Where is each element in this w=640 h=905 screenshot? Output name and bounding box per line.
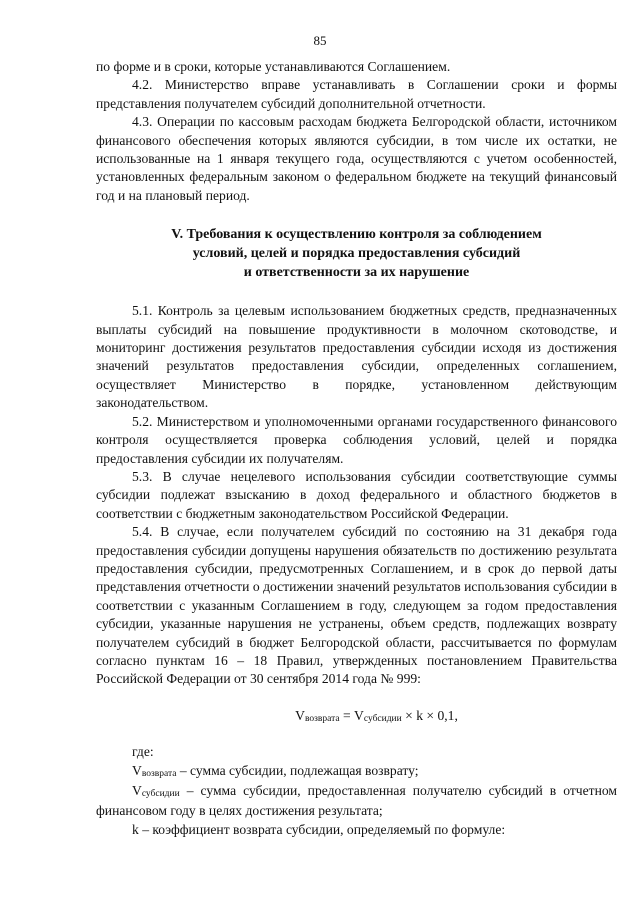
- paragraph-5-3: 5.3. В случае нецелевого использования субсидии соответствующие суммы субсидии подлежат взысканию в доход федерального и областного бюджетов в соответствии с бюджетным законодательством Российской Федерации.: [96, 468, 617, 521]
- definition-k: k – коэффициент возврата субсидии, определяемый по формуле:: [132, 821, 506, 837]
- heading-line-1: V. Требования к осуществлению контроля за соблюдением: [171, 227, 542, 243]
- page-number: 85: [313, 33, 327, 48]
- def2-symbol: V: [132, 783, 142, 798]
- def2-subscript: субсидии: [141, 789, 180, 799]
- formula-sub-subsidy: субсидии: [363, 713, 402, 724]
- def1-subscript: возврата: [141, 768, 177, 779]
- definition-v-return: [96, 762, 617, 782]
- heading-line-3: и ответственности за их нарушение: [243, 265, 470, 281]
- formula-v: V: [295, 707, 305, 723]
- def2-text: – сумма субсидии, предоставленная получателю субсидий в отчетном финансовом году в целях достижения результата;: [96, 783, 617, 819]
- document-body: [96, 58, 617, 839]
- paragraph-4-3: 4.3. Операции по кассовым расходам бюджета Белгородской области, источником финансового обеспечения которых являются субсидии, в том числе их остатки, не использованные на 1 января текущего года, осуществляются с учетом особенностей, установленных федеральным законом о федеральном бюджете на текущий финансовый год и на плановый период.: [96, 114, 617, 203]
- formula-sub-return: возврата: [304, 713, 340, 724]
- formula: [96, 707, 617, 727]
- paragraph-4-2: 4.2. Министерство вправе устанавливать в Соглашении сроки и формы представления получателем субсидий дополнительной отчетности.: [96, 77, 617, 111]
- paragraph-5-4: 5.4. В случае, если получателем субсидий по состоянию на 31 декабря года предоставления субсидии допущены нарушения обязательств по достижению результата предоставления субсидии, предусмотренных Соглашением, и в срок до первой даты представления отчетности о достижении значений результатов использования субсидии в соответствии с указанным Соглашением в году, следующем за годом предоставления субсидии, указанные нарушения не устранены, объем средств, подлежащих возврату получателем субсидий в бюджет Белгородской области, рассчитывается по формулам согласно пунктам 16 – 18 Правил, утвержденных постановлением Правительства Российской Федерации от 30 сентября 2014 года № 999:: [96, 524, 617, 687]
- formula-rest: × k × 0,1,: [401, 707, 458, 723]
- paragraph-5-1: 5.1. Контроль за целевым использованием бюджетных средств, предназначенных выплаты субсидий на повышение продуктивности в молочном скотоводстве, и мониторинг достижения результатов предоставления субсидии исходя из достижения значений результатов предоставления субсидии, определенных соглашением, осуществляет Министерство в порядке, установленном действующим законодательством.: [96, 303, 617, 411]
- paragraph-5-2: 5.2. Министерством и уполномоченными органами государственного финансового контроля осуществляется проверка соблюдения условий, целей и порядка предоставления субсидии их получателям.: [96, 413, 617, 466]
- where-label: где:: [132, 744, 154, 760]
- definition-v-subsidy: [96, 782, 617, 821]
- formula-eq: = V: [339, 707, 364, 723]
- def1-text: – сумма субсидии, подлежащая возврату;: [176, 762, 419, 778]
- paragraph-4-1-end: по форме и в сроки, которые устанавливаются Соглашением.: [96, 59, 451, 74]
- heading-line-2: условий, целей и порядка предоставления субсидий: [192, 246, 521, 262]
- def1-symbol: V: [132, 762, 142, 778]
- section-heading: [96, 225, 617, 282]
